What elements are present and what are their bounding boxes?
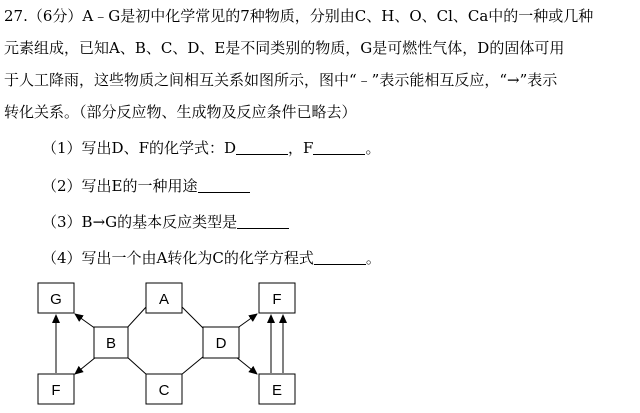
- arrow-d-to-e: [236, 357, 257, 374]
- subquestion-4: （4）写出一个由A转化为C的化学方程式 。: [42, 249, 381, 267]
- link-a-d: [181, 306, 204, 329]
- question-line-3: 于人工降雨，这些物质之间相互关系如图所示，图中“﹣”表示能相互反应，“→”表示: [4, 71, 558, 89]
- node-c: [146, 374, 182, 404]
- node-f-bottom: [38, 374, 74, 404]
- node-f-top: [259, 283, 295, 313]
- svg-text:G: G: [50, 291, 62, 308]
- subquestion-3: （3）B→G的基本反应类型是: [42, 212, 289, 232]
- svg-text:E: E: [271, 382, 283, 399]
- node-g: [38, 283, 74, 313]
- node-b: [94, 327, 128, 358]
- arrow-b-to-g: [75, 314, 96, 329]
- link-c-b: [126, 356, 147, 375]
- link-a-b: [126, 306, 147, 329]
- link-c-d: [181, 356, 204, 375]
- arrow-b-to-f-bottom: [75, 357, 96, 374]
- svg-text:A: A: [158, 291, 170, 308]
- question-line-1: 27.（6分）A﹣G是初中化学常见的7种物质，分别由C、H、O、Cl、Ca中的一种或几种: [4, 7, 594, 25]
- svg-text:F: F: [51, 382, 61, 399]
- svg-text:C: C: [158, 382, 170, 399]
- node-a: [146, 283, 182, 313]
- question-line-2: 元素组成，已知A、B、C、D、E是不同类别的物质，G是可燃性气体，D的固体可用: [4, 39, 565, 57]
- node-e: [259, 374, 295, 404]
- subquestion-2: （2）写出E的一种用途: [42, 176, 250, 196]
- svg-text:F: F: [272, 291, 282, 308]
- subquestion-1: （1）写出D、F的化学式：D ，F 。: [42, 139, 381, 157]
- node-d: [203, 327, 239, 358]
- question-line-4: 转化关系。（部分反应物、生成物及反应条件已略去）: [4, 103, 357, 121]
- svg-text:B: B: [105, 335, 117, 352]
- svg-text:D: D: [215, 335, 227, 352]
